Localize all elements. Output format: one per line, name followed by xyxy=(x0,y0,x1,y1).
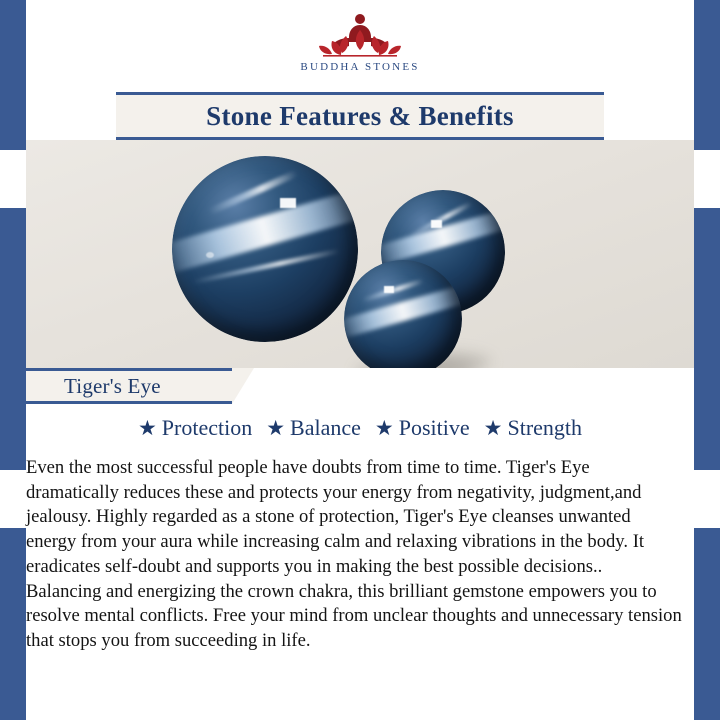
stone-name-tab-tail xyxy=(232,368,254,404)
benefit-label: Protection xyxy=(161,415,253,440)
lotus-meditation-icon xyxy=(305,8,415,60)
right-rail xyxy=(694,0,720,720)
benefit-item xyxy=(261,415,366,441)
benefit-label: Positive xyxy=(398,415,470,440)
star-icon: ★ xyxy=(137,415,157,440)
small-bead xyxy=(344,260,462,368)
left-rail-notch-bottom xyxy=(0,470,26,528)
page-title-text: Stone Features & Benefits xyxy=(206,100,514,131)
benefit-label: Balance xyxy=(290,415,361,440)
star-icon: ★ xyxy=(266,415,286,440)
star-icon: ★ xyxy=(374,415,394,440)
benefit-item xyxy=(133,415,257,441)
description-block xyxy=(26,452,694,720)
stone-name-label: Tiger's Eye xyxy=(64,373,161,398)
stone-name-tab xyxy=(26,368,232,404)
right-rail-notch-top xyxy=(694,150,720,208)
benefits-row xyxy=(26,404,694,452)
left-rail-notch-top xyxy=(0,150,26,208)
description-text: Even the most successful people have doubts from time to time. Tiger's Eye dramatically reduces these and protects your energy from negativity, judgment,and jealousy. Highly regarded as a stone of protection, Tiger's Eye cleanses unwanted energy from your aura while increasing calm and relaxing vibrations in the body. It eradicates self-doubt and supports you in making the best possible decisions.. Balancing and energizing the crown chakra, this brilliant gemstone empowers you to resolve mental conflicts. Free your mind from unclear thoughts and unnecessary tension that stops you from succeeding in life. xyxy=(26,457,682,652)
brand-header xyxy=(26,0,694,92)
benefit-item xyxy=(479,415,587,441)
hero-image xyxy=(26,140,694,368)
star-icon: ★ xyxy=(483,415,503,440)
page-title xyxy=(116,92,604,140)
large-bead xyxy=(172,156,358,342)
brand-name: BUDDHA STONES xyxy=(300,61,420,73)
benefit-item xyxy=(370,415,475,441)
left-rail xyxy=(0,0,26,720)
right-rail-notch-bottom xyxy=(694,470,720,528)
benefit-label: Strength xyxy=(507,415,583,440)
